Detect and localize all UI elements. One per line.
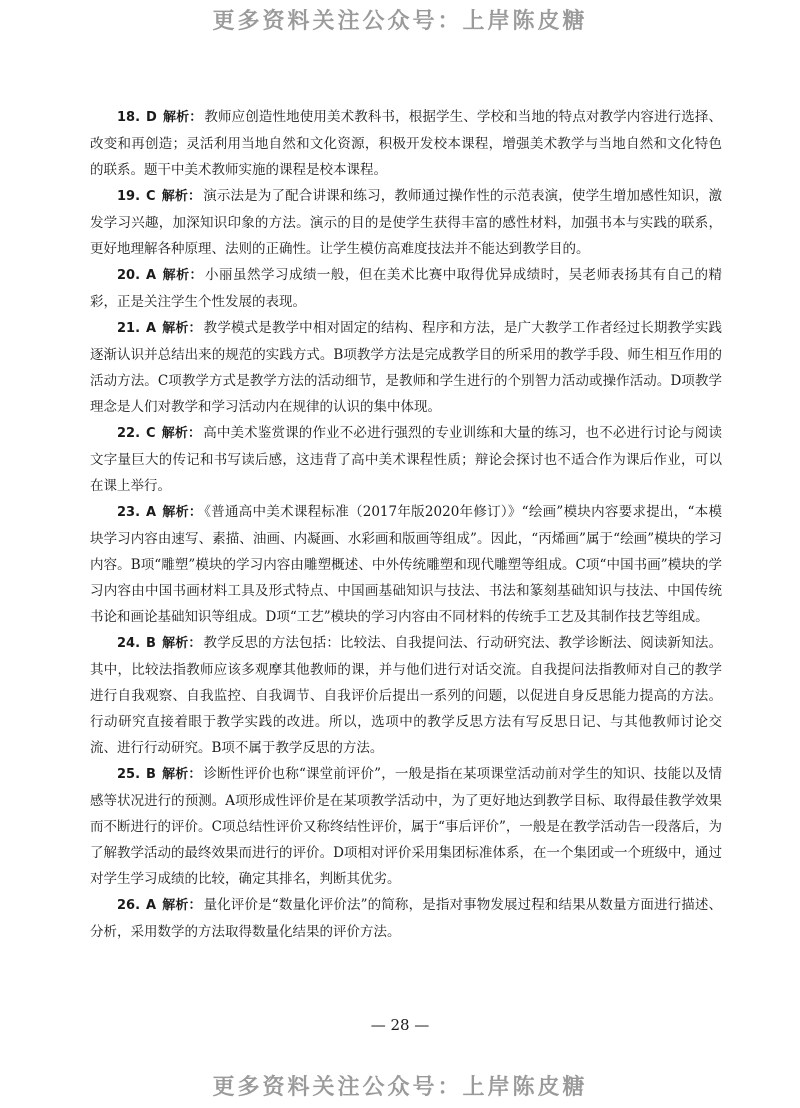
- explanation-20: [90, 262, 722, 315]
- watermark-banner-bottom: 更多资料关注公众号：上岸陈皮糖: [212, 1075, 588, 1100]
- analysis-text: 教学模式是教学中相对固定的结构、程序和方法，是广大教学工作者经过长期教学实践逐渐认识并总结出来的规范的实践方式。B项教学方法是完成教学目的所采用的教学手段、师生相互作用的活动方法。C项教学方式是教学方法的活动细节，是教师和学生进行的个别智力活动或操作活动。D项教学理念是人们对教学和学习活动内在规律的认识的集中体现。: [90, 320, 722, 415]
- answer-letter: C: [146, 426, 156, 441]
- question-number: 21.: [117, 321, 141, 336]
- answer-letter: C: [146, 189, 156, 204]
- analysis-text: 教学反思的方法包括：比较法、自我提问法、行动研究法、教学诊断法、阅读新知法。其中，比较法指教师应该多观摩其他教师的课，并与他们进行对话交流。自我提问法指教师对自己的教学进行自我观察、自我监控、自我调节、自我评价后提出一系列的问题，以促进自身反思能力提高的方法。行动研究直接着眼于教学实践的改进。所以，选项中的教学反思方法有写反思日记、与其他教师讨论交流、进行行动研究。B项不属于教学反思的方法。: [90, 635, 722, 756]
- answer-letter: A: [146, 505, 157, 520]
- explanation-23: [90, 499, 722, 630]
- explanation-21: [90, 315, 722, 420]
- analysis-label: 解析：: [162, 110, 203, 125]
- question-number: 19.: [117, 189, 141, 204]
- answer-letter: B: [146, 636, 156, 651]
- explanation-22: [90, 420, 722, 499]
- analysis-text: 小丽虽然学习成绩一般，但在美术比赛中取得优异成绩时，吴老师表扬其有自己的精彩，正是关注学生个性发展的表现。: [90, 267, 722, 310]
- explanation-19: [90, 183, 722, 262]
- page-number: — 28 —: [370, 1016, 430, 1034]
- watermark-banner-top: 更多资料关注公众号：上岸陈皮糖: [212, 9, 588, 34]
- question-number: 20.: [117, 268, 141, 283]
- answer-letter: B: [146, 767, 156, 782]
- question-number: 23.: [117, 505, 141, 520]
- question-number: 18.: [117, 110, 141, 125]
- question-number: 25.: [117, 767, 141, 782]
- analysis-text: 演示法是为了配合讲课和练习，教师通过操作性的示范表演，使学生增加感性知识，激发学习兴趣，加深知识印象的方法。演示的目的是使学生获得丰富的感性材料，加强书本与实践的联系，更好地理解各种原理、法则的正确性。让学生模仿高难度技法并不能达到教学目的。: [90, 188, 722, 257]
- explanation-24: [90, 630, 722, 761]
- question-number: 26.: [117, 898, 141, 913]
- analysis-label: 解析：: [161, 189, 202, 204]
- explanation-26: [90, 892, 722, 945]
- explanation-18: [90, 104, 722, 183]
- analysis-label: 解析：: [161, 426, 202, 441]
- analysis-label: 解析：: [162, 321, 202, 336]
- analysis-text: 《普通高中美术课程标准（2017年版2020年修订）》“绘画”模块内容要求提出，“本模块学习内容由速写、素描、油画、内凝画、水彩画和版画等组成”。因此，“丙烯画”属于“绘画”模块的学习内容。B项“雕塑”模块的学习内容由雕塑概述、中外传统雕塑和现代雕塑等组成。C项“中国书画”模块的学习内容由中国书画材料工具及形式特点、中国画基础知识与技法、书法和篆刻基础知识与技法、中国传统书论和画论基础知识等组成。D项“工艺”模块的学习内容由不同材料的传统手工艺及其制作技艺等组成。: [90, 504, 722, 625]
- answer-letter: A: [146, 898, 157, 913]
- analysis-text: 高中美术鉴赏课的作业不必进行强烈的专业训练和大量的练习，也不必进行讨论与阅读文字量巨大的传记和书写读后感，这违背了高中美术课程性质；辩论会探讨也不适合作为课后作业，可以在课上举行。: [90, 425, 722, 494]
- explanation-25: [90, 761, 722, 892]
- answer-letter: D: [146, 110, 157, 125]
- analysis-label: 解析：: [162, 505, 203, 520]
- question-number: 22.: [117, 426, 141, 441]
- analysis-text: 量化评价是“数量化评价法”的简称，是指对事物发展过程和结果从数量方面进行描述、分析，采用数学的方法取得数量化结果的评价方法。: [90, 897, 722, 940]
- answer-letter: A: [146, 268, 157, 283]
- analysis-label: 解析：: [162, 268, 204, 283]
- analysis-text: 教师应创造性地使用美术教科书，根据学生、学校和当地的特点对教学内容进行选择、改变和再创造；灵活利用当地自然和文化资源，积极开发校本课程，增强美术教学与当地自然和文化特色的联系。题干中美术教师实施的课程是校本课程。: [90, 109, 722, 178]
- question-number: 24.: [117, 636, 141, 651]
- answer-explanations: [90, 104, 722, 945]
- analysis-text: 诊断性评价也称“课堂前评价”，一般是指在某项课堂活动前对学生的知识、技能以及情感等状况进行的预测。A项形成性评价是在某项教学活动中，为了更好地达到教学目标、取得最佳教学效果而不断进行的评价。C项总结性评价又称终结性评价，属于“事后评价”，一般是在教学活动告一段落后，为了解教学活动的最终效果而进行的评价。D项相对评价采用集团标准体系，在一个集团或一个班级中，通过对学生学习成绩的比较，确定其排名，判断其优劣。: [90, 766, 722, 887]
- analysis-label: 解析：: [161, 636, 202, 651]
- analysis-label: 解析：: [161, 767, 202, 782]
- answer-letter: A: [146, 321, 157, 336]
- analysis-label: 解析：: [162, 898, 202, 913]
